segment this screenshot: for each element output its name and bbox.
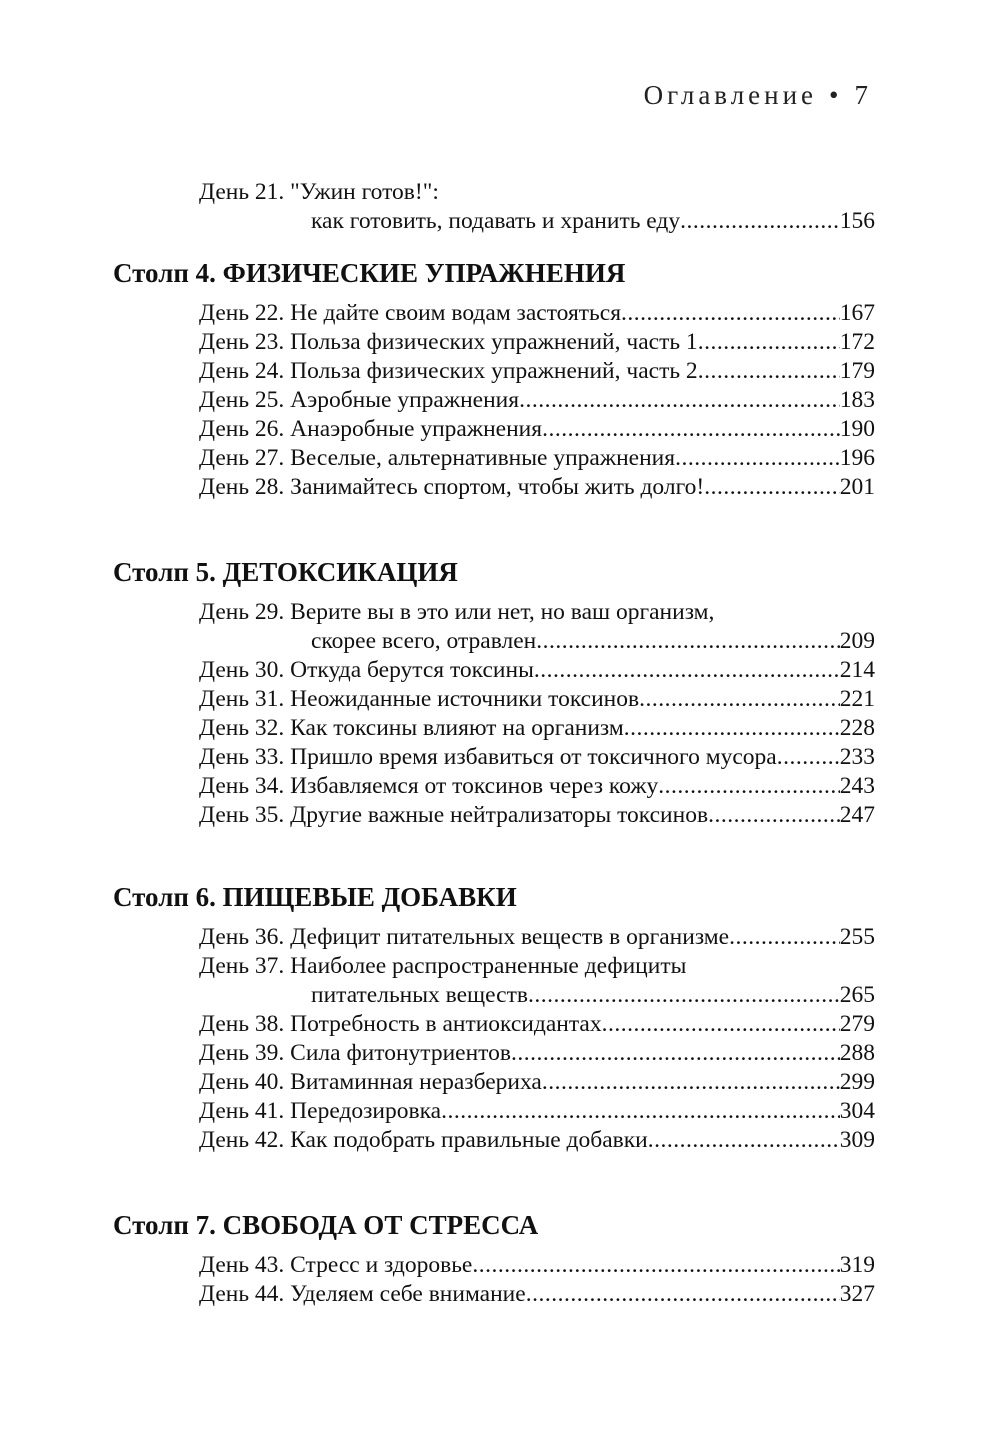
toc-entry[interactable] bbox=[199, 444, 875, 473]
section-name: ДЕТОКСИКАЦИЯ bbox=[222, 557, 458, 587]
toc-entry-page: 179 bbox=[839, 358, 875, 384]
toc-entry-label: День 42. Как подобрать правильные добавки bbox=[199, 1127, 648, 1153]
toc-entry-label: День 44. Уделяем себе внимание bbox=[199, 1281, 526, 1307]
dot-leader bbox=[680, 207, 840, 236]
section-title bbox=[113, 1205, 875, 1245]
toc-entry-label: День 37. Наиболее распространенные дефициты bbox=[199, 953, 687, 979]
toc-entry-label: День 35. Другие важные нейтрализаторы токсинов bbox=[199, 802, 709, 828]
dot-leader bbox=[536, 627, 840, 656]
toc-entry-page: 309 bbox=[839, 1127, 875, 1153]
toc-entry[interactable] bbox=[199, 1280, 875, 1309]
section-pillar-4 bbox=[113, 253, 875, 502]
section-name: ПИЩЕВЫЕ ДОБАВКИ bbox=[222, 882, 517, 912]
toc-entry-page: 299 bbox=[839, 1069, 875, 1095]
toc-entry[interactable] bbox=[199, 743, 875, 772]
toc-entry-page: 209 bbox=[839, 628, 875, 654]
toc-entry[interactable] bbox=[199, 1039, 875, 1068]
toc-entry-continuation: питательных веществ bbox=[311, 982, 528, 1008]
toc-entry-label: День 38. Потребность в антиоксидантах bbox=[199, 1011, 602, 1037]
toc-entry-page: 233 bbox=[839, 744, 875, 770]
toc-entry-page: 183 bbox=[839, 387, 875, 413]
dot-leader bbox=[708, 801, 840, 830]
toc-entry-label: День 24. Польза физических упражнений, часть 2 bbox=[199, 358, 698, 384]
toc-entry[interactable] bbox=[199, 801, 875, 830]
toc-entry-label: День 29. Верите вы в это или нет, но ваш организм, bbox=[199, 599, 715, 625]
toc-entry-page: 172 bbox=[839, 329, 875, 355]
dot-leader bbox=[624, 714, 840, 743]
toc-entry-label: День 31. Неожиданные источники токсинов bbox=[199, 686, 640, 712]
toc-entry[interactable] bbox=[199, 923, 875, 952]
toc-entry-page: 156 bbox=[839, 208, 875, 234]
toc-entry[interactable] bbox=[199, 299, 875, 328]
section-name: ФИЗИЧЕСКИЕ УПРАЖНЕНИЯ bbox=[222, 258, 626, 288]
toc-entry-continuation: скорее всего, отравлен bbox=[311, 628, 537, 654]
dot-leader bbox=[511, 1039, 840, 1068]
dot-leader bbox=[542, 415, 840, 444]
toc-entry[interactable] bbox=[199, 415, 875, 444]
dot-leader bbox=[534, 656, 840, 685]
toc-entry-page: 196 bbox=[839, 445, 875, 471]
section-title bbox=[113, 877, 875, 917]
toc-entry-page: 319 bbox=[839, 1252, 875, 1278]
toc-entry-label: День 32. Как токсины влияют на организм bbox=[199, 715, 624, 741]
toc-entry[interactable] bbox=[199, 473, 875, 502]
running-head-separator: • bbox=[829, 80, 843, 110]
toc-entry-label: День 27. Веселые, альтернативные упражнения bbox=[199, 445, 676, 471]
toc-entry-label: День 40. Витаминная неразбериха bbox=[199, 1069, 542, 1095]
dot-leader bbox=[648, 1126, 840, 1155]
toc-entry-page: 265 bbox=[839, 982, 875, 1008]
dot-leader bbox=[698, 357, 840, 386]
toc-entry-label: День 34. Избавляемся от токсинов через кожу bbox=[199, 773, 659, 799]
toc-entry[interactable] bbox=[199, 357, 875, 386]
toc-entry-page: 304 bbox=[839, 1098, 875, 1124]
dot-leader bbox=[528, 981, 840, 1010]
section-prefix: Столп 4. bbox=[113, 258, 216, 288]
section-name: СВОБОДА ОТ СТРЕССА bbox=[222, 1210, 539, 1240]
toc-entry-page: 247 bbox=[839, 802, 875, 828]
toc-entry-page: 214 bbox=[839, 657, 875, 683]
toc-entry-page: 243 bbox=[839, 773, 875, 799]
dot-leader bbox=[472, 1251, 839, 1280]
toc-entry[interactable] bbox=[199, 1010, 875, 1039]
toc-entry[interactable] bbox=[199, 1126, 875, 1155]
dot-leader bbox=[698, 328, 840, 357]
toc-entry-page: 279 bbox=[839, 1011, 875, 1037]
dot-leader bbox=[675, 444, 840, 473]
page-number: 7 bbox=[854, 80, 872, 110]
section-title bbox=[113, 552, 875, 592]
section-prefix: Столп 7. bbox=[113, 1210, 216, 1240]
toc-entry-page: 221 bbox=[839, 686, 875, 712]
dot-leader bbox=[658, 772, 840, 801]
toc-entry-page: 190 bbox=[839, 416, 875, 442]
dot-leader bbox=[519, 386, 840, 415]
dot-leader bbox=[777, 743, 840, 772]
section-prefix: Столп 5. bbox=[113, 557, 216, 587]
running-head-title: Оглавление bbox=[643, 80, 818, 110]
dot-leader bbox=[704, 473, 840, 502]
toc-entry-label: День 43. Стресс и здоровье bbox=[199, 1252, 473, 1278]
toc-entry-label: День 39. Сила фитонутриентов bbox=[199, 1040, 511, 1066]
toc-entry[interactable] bbox=[199, 328, 875, 357]
toc-entry-day-21[interactable] bbox=[199, 178, 875, 236]
section-pillar-7 bbox=[113, 1205, 875, 1309]
running-head bbox=[644, 80, 872, 111]
toc-entry-label: День 26. Анаэробные упражнения bbox=[199, 416, 543, 442]
toc-entry-label: День 36. Дефицит питательных веществ в организме bbox=[199, 924, 730, 950]
toc-entry[interactable] bbox=[199, 1251, 875, 1280]
toc-entry[interactable] bbox=[199, 952, 875, 1010]
toc-entry-page: 288 bbox=[839, 1040, 875, 1066]
dot-leader bbox=[441, 1097, 840, 1126]
toc-entry[interactable] bbox=[199, 772, 875, 801]
section-prefix: Столп 6. bbox=[113, 882, 216, 912]
dot-leader bbox=[602, 1010, 840, 1039]
toc-entry-label: День 25. Аэробные упражнения bbox=[199, 387, 520, 413]
dot-leader bbox=[729, 923, 840, 952]
toc-entry-label: День 22. Не дайте своим водам застояться bbox=[199, 300, 622, 326]
section-pillar-6 bbox=[113, 877, 875, 1155]
toc-entry[interactable] bbox=[199, 598, 875, 656]
toc-entry[interactable] bbox=[199, 685, 875, 714]
toc-entry-page: 167 bbox=[839, 300, 875, 326]
toc-entry-label: День 23. Польза физических упражнений, часть 1 bbox=[199, 329, 698, 355]
toc-entry-page: 255 bbox=[839, 924, 875, 950]
toc-entry[interactable] bbox=[199, 714, 875, 743]
toc-entry-label: День 28. Занимайтесь спортом, чтобы жить долго! bbox=[199, 474, 705, 500]
toc-entry[interactable] bbox=[199, 1097, 875, 1126]
dot-leader bbox=[526, 1280, 840, 1309]
toc-entry-page: 327 bbox=[839, 1281, 875, 1307]
toc-entry-label: День 41. Передозировка bbox=[199, 1098, 442, 1124]
toc-entry-page: 201 bbox=[839, 474, 875, 500]
dot-leader bbox=[621, 299, 840, 328]
toc-entry[interactable] bbox=[199, 656, 875, 685]
toc-entry-continuation: как готовить, подавать и хранить еду bbox=[311, 208, 681, 234]
toc-entry-label: День 30. Откуда берутся токсины bbox=[199, 657, 534, 683]
toc-entry[interactable] bbox=[199, 1068, 875, 1097]
section-pillar-5 bbox=[113, 552, 875, 830]
dot-leader bbox=[542, 1068, 840, 1097]
section-title bbox=[113, 253, 875, 293]
toc-entry-label: День 33. Пришло время избавиться от токсичного мусора bbox=[199, 744, 777, 770]
dot-leader bbox=[639, 685, 840, 714]
toc-entry-label: День 21. "Ужин готов!": bbox=[199, 179, 439, 205]
toc-entry-page: 228 bbox=[839, 715, 875, 741]
toc-entry[interactable] bbox=[199, 386, 875, 415]
